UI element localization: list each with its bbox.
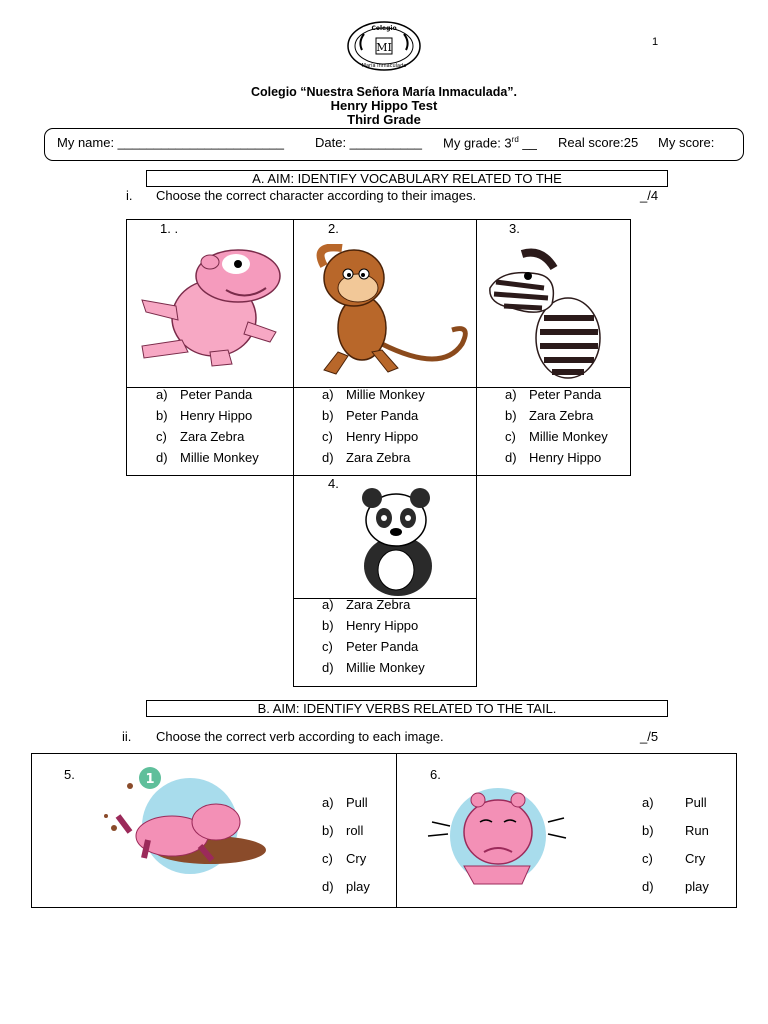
panda-picture xyxy=(350,486,446,598)
option-a[interactable]: a) Pull xyxy=(322,795,368,810)
svg-text:MI: MI xyxy=(376,41,392,54)
option-b[interactable]: b) Henry Hippo xyxy=(322,618,419,633)
section-b-title: B. AIM: IDENTIFY VERBS RELATED TO THE TAIL. xyxy=(146,700,668,717)
grade-field: My grade: 3rd __ xyxy=(443,135,537,151)
question-number: 4. xyxy=(328,476,339,491)
question-number: 6. xyxy=(430,767,441,782)
option-d[interactable]: d) play xyxy=(322,879,370,894)
option-c[interactable]: c) Millie Monkey xyxy=(505,429,608,444)
my-score-field[interactable]: My score: xyxy=(658,135,715,150)
option-d[interactable]: d) Millie Monkey xyxy=(322,660,425,675)
svg-text:Colegio: Colegio xyxy=(371,25,397,32)
option-c[interactable]: c) Cry xyxy=(642,851,706,866)
student-info-box xyxy=(44,128,744,161)
instruction-text: Choose the correct verb according to each image. xyxy=(156,729,444,744)
option-c[interactable]: c) Zara Zebra xyxy=(156,429,245,444)
option-a[interactable]: a) Peter Panda xyxy=(505,387,602,402)
option-d[interactable]: d) Henry Hippo xyxy=(505,450,602,465)
question-number: 1. . xyxy=(160,221,179,236)
page-number: 1 xyxy=(652,36,659,48)
option-c[interactable]: c) Cry xyxy=(322,851,367,866)
svg-text:María Inmaculada: María Inmaculada xyxy=(361,63,407,69)
name-field[interactable]: My name: _______________________ xyxy=(57,135,284,150)
option-a[interactable]: a) Pull xyxy=(642,795,707,810)
instruction-text: Choose the correct character according to their images. xyxy=(156,188,477,203)
option-b[interactable]: b) Henry Hippo xyxy=(156,408,253,423)
real-score: Real score:25 xyxy=(558,135,639,150)
option-d[interactable]: d) Zara Zebra xyxy=(322,450,411,465)
option-b[interactable]: b) Run xyxy=(642,823,709,838)
zebra-picture xyxy=(482,248,626,386)
school-logo xyxy=(346,20,422,72)
option-d[interactable]: d) Millie Monkey xyxy=(156,450,259,465)
question-number: 2. xyxy=(328,221,339,236)
section-score: _/4 xyxy=(640,188,659,203)
picture-badge: 1 xyxy=(145,772,155,787)
option-a[interactable]: a) Peter Panda xyxy=(156,387,253,402)
option-a[interactable]: a) Zara Zebra xyxy=(322,597,411,612)
hippo-crying-picture xyxy=(424,786,568,886)
instruction-number: ii. xyxy=(122,729,132,744)
test-title: Henry Hippo Test xyxy=(330,98,438,113)
option-d[interactable]: d) play xyxy=(642,879,709,894)
option-a[interactable]: a) Millie Monkey xyxy=(322,387,425,402)
option-b[interactable]: b) Zara Zebra xyxy=(505,408,594,423)
section-score: _/5 xyxy=(640,729,659,744)
school-name: Colegio “Nuestra Señora María Inmaculada”. xyxy=(250,85,518,99)
hippo-picture xyxy=(136,240,286,368)
option-c[interactable]: c) Peter Panda xyxy=(322,639,419,654)
section-a-title: A. AIM: IDENTIFY VOCABULARY RELATED TO THE xyxy=(146,170,668,187)
hippo-rolling-picture xyxy=(100,766,272,878)
date-field[interactable]: Date: __________ xyxy=(315,135,422,150)
question-number: 3. xyxy=(509,221,520,236)
option-b[interactable]: b) Peter Panda xyxy=(322,408,419,423)
grade-title: Third Grade xyxy=(347,112,421,127)
monkey-picture xyxy=(302,244,472,378)
question-number: 5. xyxy=(64,767,75,782)
option-b[interactable]: b) roll xyxy=(322,823,364,838)
option-c[interactable]: c) Henry Hippo xyxy=(322,429,419,444)
instruction-number: i. xyxy=(126,188,133,203)
